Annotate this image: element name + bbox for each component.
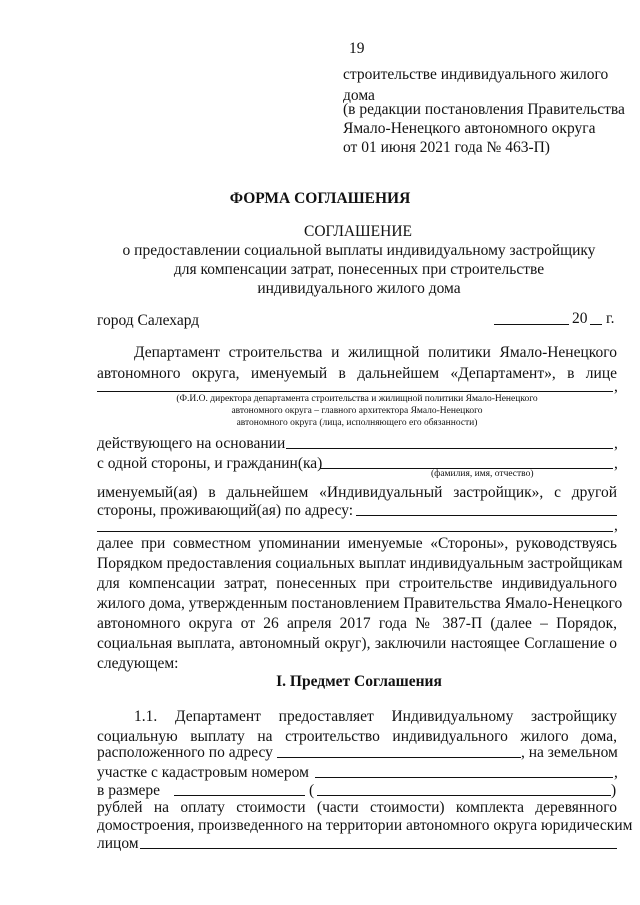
header-ref-line-2: дома — [343, 87, 375, 104]
director-line-comma: , — [614, 378, 618, 395]
place: город Салехард — [97, 312, 200, 329]
joint-line-6: социальная выплата, автономный округ), заключили настоящее Соглашение о — [97, 635, 617, 652]
address-line-2 — [97, 531, 613, 532]
header-ref-line-3: (в редакции постановления Правительства — [343, 101, 625, 118]
intro-line-1: Департамент строительства и жилищной политики Ямало-Ненецкого — [134, 344, 617, 361]
clause-1-1-line-8: лицом — [97, 835, 139, 852]
amount-paren-close: ) — [611, 782, 617, 799]
date-day-line — [494, 324, 569, 325]
agreement-title: СОГЛАШЕНИЕ — [304, 223, 412, 240]
amount-label: в размере — [97, 782, 161, 799]
address-comma: , — [614, 517, 618, 534]
director-caption-2: автономного округа – главного архитектора Ямало-Ненецкого — [231, 406, 483, 416]
clause-1-1-line-2: социальную выплату на строительство индивидуального жилого дома, — [97, 728, 617, 745]
joint-line-4: жилого дома, утвержденным постановлением Правительства Ямало-Ненецкого — [97, 595, 623, 612]
acting-on-comma: , — [614, 435, 618, 452]
land-plot-label: , на земельном — [521, 744, 618, 761]
legal-entity-line — [140, 848, 617, 849]
joint-line-5: автономного округа от 26 апреля 2017 года № 387-П (далее – Порядок, — [97, 615, 617, 632]
clause-1-1-line-1: 1.1. Департамент предоставляет Индивидуальному застройщику — [134, 708, 617, 725]
one-side-label: с одной стороны, и гражданин(ка) — [97, 455, 323, 472]
joint-line-7: следующем: — [97, 655, 179, 672]
joint-line-2: Порядком предоставления социальных выплат индивидуальным застройщикам — [97, 555, 623, 572]
cadastral-label: участке с кадастровым номером — [97, 764, 309, 781]
date-year-mark: г. — [606, 310, 615, 327]
clause-1-1-line-6: рублей на оплату стоимости (части стоимости) комплекта деревянного — [97, 799, 617, 816]
agreement-subtitle-2: для компенсации затрат, понесенных при строительстве — [173, 261, 545, 278]
residing-label: стороны, проживающий(ая) по адресу: — [97, 502, 354, 519]
site-address-line — [277, 757, 521, 758]
header-ref-line-1: строительстве индивидуального жилого — [343, 66, 609, 83]
date-year-line — [590, 324, 602, 325]
page-number: 19 — [349, 40, 365, 57]
cadastral-number-line — [315, 777, 613, 778]
amount-words-line — [317, 795, 611, 796]
address-label: расположенного по адресу — [97, 744, 273, 761]
fio-caption: (фамилия, имя, отчество) — [431, 469, 534, 479]
agreement-subtitle-3: индивидуального жилого дома — [257, 280, 461, 297]
intro-line-2: автономного округа, именуемый в дальнейшем «Департамент», в лице — [97, 365, 617, 382]
director-caption-1: (Ф.И.О. директора департамента строительства и жилищной политики Ямало-Ненецкого — [176, 394, 538, 404]
form-title: ФОРМА СОГЛАШЕНИЯ — [229, 190, 411, 207]
header-ref-line-5: от 01 июня 2021 года № 463-П) — [343, 139, 550, 156]
acting-on-label: действующего на основании — [97, 435, 286, 452]
date-century: 20 — [572, 310, 588, 327]
director-name-line — [97, 391, 613, 392]
amount-digits-line — [174, 795, 305, 796]
amount-paren-open: ( — [309, 782, 315, 799]
director-caption-3: автономного округа (лица, исполняющего его обязанности) — [236, 418, 478, 428]
joint-line-3: для компенсации затрат, понесенных при строительстве индивидуального — [97, 575, 617, 592]
named-line: именуемый(ая) в дальнейшем «Индивидуальный застройщик», с другой — [97, 484, 617, 501]
clause-1-1-line-7: домостроения, произведенного на территории автономного округа юридическим — [97, 817, 633, 834]
cadastral-comma: , — [614, 764, 618, 781]
joint-line-1: далее при совместном упоминании именуемые «Стороны», руководствуясь — [97, 535, 617, 552]
one-side-comma: , — [614, 455, 618, 472]
acting-on-line — [286, 448, 613, 449]
agreement-subtitle-1: о предоставлении социальной выплаты индивидуальному застройщику — [122, 242, 596, 259]
section-1-title: I. Предмет Соглашения — [276, 673, 442, 690]
header-ref-line-4: Ямало-Ненецкого автономного округа — [343, 120, 596, 137]
address-line-1 — [356, 515, 617, 516]
